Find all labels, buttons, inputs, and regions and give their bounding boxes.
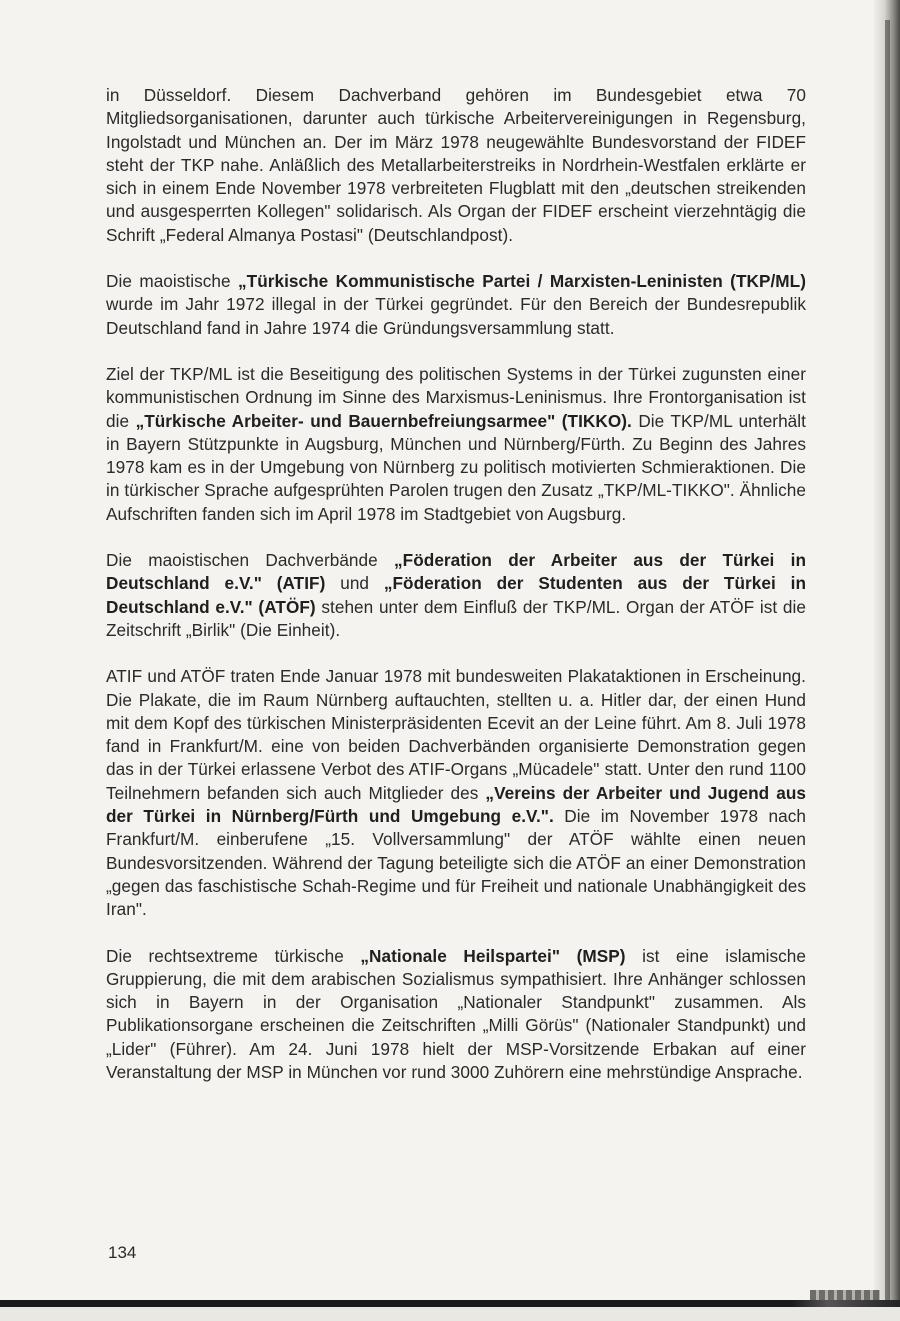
text-segment: stehen unter dem Einfluß der TKP/ML. Organ der ATÖF ist die Zeitschrift „Birlik" (Die Einheit). [106, 596, 806, 640]
text-segment: Ziel der TKP/ML ist die Beseitigung des politischen Systems in der Türkei zugunsten einer kommunistischen Ordnung im Sinne des Marxismus-Leninismus. Ihre Frontorganisation ist die [106, 363, 806, 431]
text-segment: und [325, 573, 384, 594]
text-segment: Die maoistische [106, 271, 238, 292]
bold-term: „Föderation der Arbeiter aus der Türkei in Deutschland e.V." (ATIF) [106, 550, 807, 594]
scan-edge-mark [810, 1290, 880, 1300]
paragraph-2 [106, 270, 806, 340]
paragraph-6 [106, 945, 806, 1085]
page-number: 134 [108, 1243, 137, 1262]
body-text [106, 84, 806, 1107]
text-segment: Die rechtsextreme türkische [106, 945, 361, 966]
paragraph-3 [106, 363, 806, 526]
bold-term: „Föderation der Studenten aus der Türkei in Deutschland e.V." (ATÖF) [106, 573, 806, 617]
bold-term: „Türkische Arbeiter- und Bauernbefreiungsarmee" (TIKKO). [135, 410, 632, 431]
text-segment: in Düsseldorf. Diesem Dachverband gehören im Bundesgebiet etwa 70 Mitgliedsorganisationen, darunter auch türkische Arbeitervereinigungen in Regensburg, Ingolstadt und München an. Der im März 1978 neugewählte Bundesvorstand der FIDEF steht der TKP nahe. Anläßlich des Metallarbeiterstreiks in Nordrhein-Westfalen erklärte er sich in einem Ende November 1978 verbreiteten Flugblatt mit den „deutschen streikenden und ausgesperrten Kollegen" solidarisch. Als Organ der FIDEF erscheint vierzehntägig die Schrift „Federal Almanya Postasi" (Deutschlandpost). [106, 85, 806, 245]
bold-term: „Vereins der Arbeiter und Jugend aus der Türkei in Nürnberg/Fürth und Umgebung e.V.". [106, 782, 806, 827]
bottom-margin [0, 1307, 900, 1321]
text-segment: Die im November 1978 nach Frankfurt/M. einberufene „15. Vollversammlung" der ATÖF wählte einen neuen Bundesvorsitzenden. Während der Tagung beteiligte sich die ATÖF an einer Demonstration „gegen das faschistische Schah-Regime und für Freiheit und nationale Unabhängigkeit des Iran". [106, 806, 807, 920]
text-segment: ist eine islamische Gruppierung, die mit dem arabischen Sozialismus sympathisiert. Ihre Anhänger schlossen sich in Bayern in der Organisation „Nationaler Standpunkt" zusammen. Als Publikationsorgane erscheinen die Zeitschriften „Milli Görüs" (Nationaler Standpunkt) und „Lider" (Führer). Am 24. Juni 1978 hielt der MSP-Vorsitzende Erbakan auf einer Veranstaltung der MSP in München vor rund 3000 Zuhörern eine mehrstündige Ansprache. [106, 945, 806, 1082]
bold-term: „Nationale Heilspartei" (MSP) [360, 945, 626, 966]
bold-term: „Türkische Kommunistische Partei / Marxisten-Leninisten (TKP/ML) [238, 271, 806, 292]
text-segment: wurde im Jahr 1972 illegal in der Türkei gegründet. Für den Bereich der Bundesrepublik Deutschland fand in Jahre 1974 die Gründungsversammlung statt. [106, 294, 806, 338]
text-segment: Die maoistischen Dachverbände [106, 550, 395, 571]
paragraph-1 [106, 84, 806, 247]
paragraph-5 [106, 665, 806, 921]
text-segment: ATIF und ATÖF traten Ende Januar 1978 mit bundesweiten Plakataktionen in Erscheinung. Die Plakate, die im Raum Nürnberg auftauchten, stellten u. a. Hitler dar, der einen Hund mit dem Kopf des türkischen Ministerpräsidenten Ecevit an der Leine führt. Am 8. Juli 1978 fand in Frankfurt/M. eine von beiden Dachverbänden organisierte Demonstration gegen das in der Türkei erlassene Verbot des ATIF-Organs „Mücadele" statt. Unter den rund 1100 Teilnehmern befanden sich auch Mitglieder des [106, 666, 806, 803]
bottom-edge-band [0, 1300, 900, 1307]
spine-edge [885, 20, 890, 1310]
paragraph-4 [106, 549, 806, 642]
text-segment: Die TKP/ML unterhält in Bayern Stützpunkte in Augsburg, München und Nürnberg/Fürth. Zu Beginn des Jahres 1978 kam es in der Umgebung von Nürnberg zu politisch motivierten Schmieraktionen. Die in türkischer Sprache aufgesprühten Parolen trugen den Zusatz „TKP/ML-TIKKO". Ähnliche Aufschriften fanden sich im April 1978 im Stadtgebiet von Augsburg. [106, 410, 806, 524]
